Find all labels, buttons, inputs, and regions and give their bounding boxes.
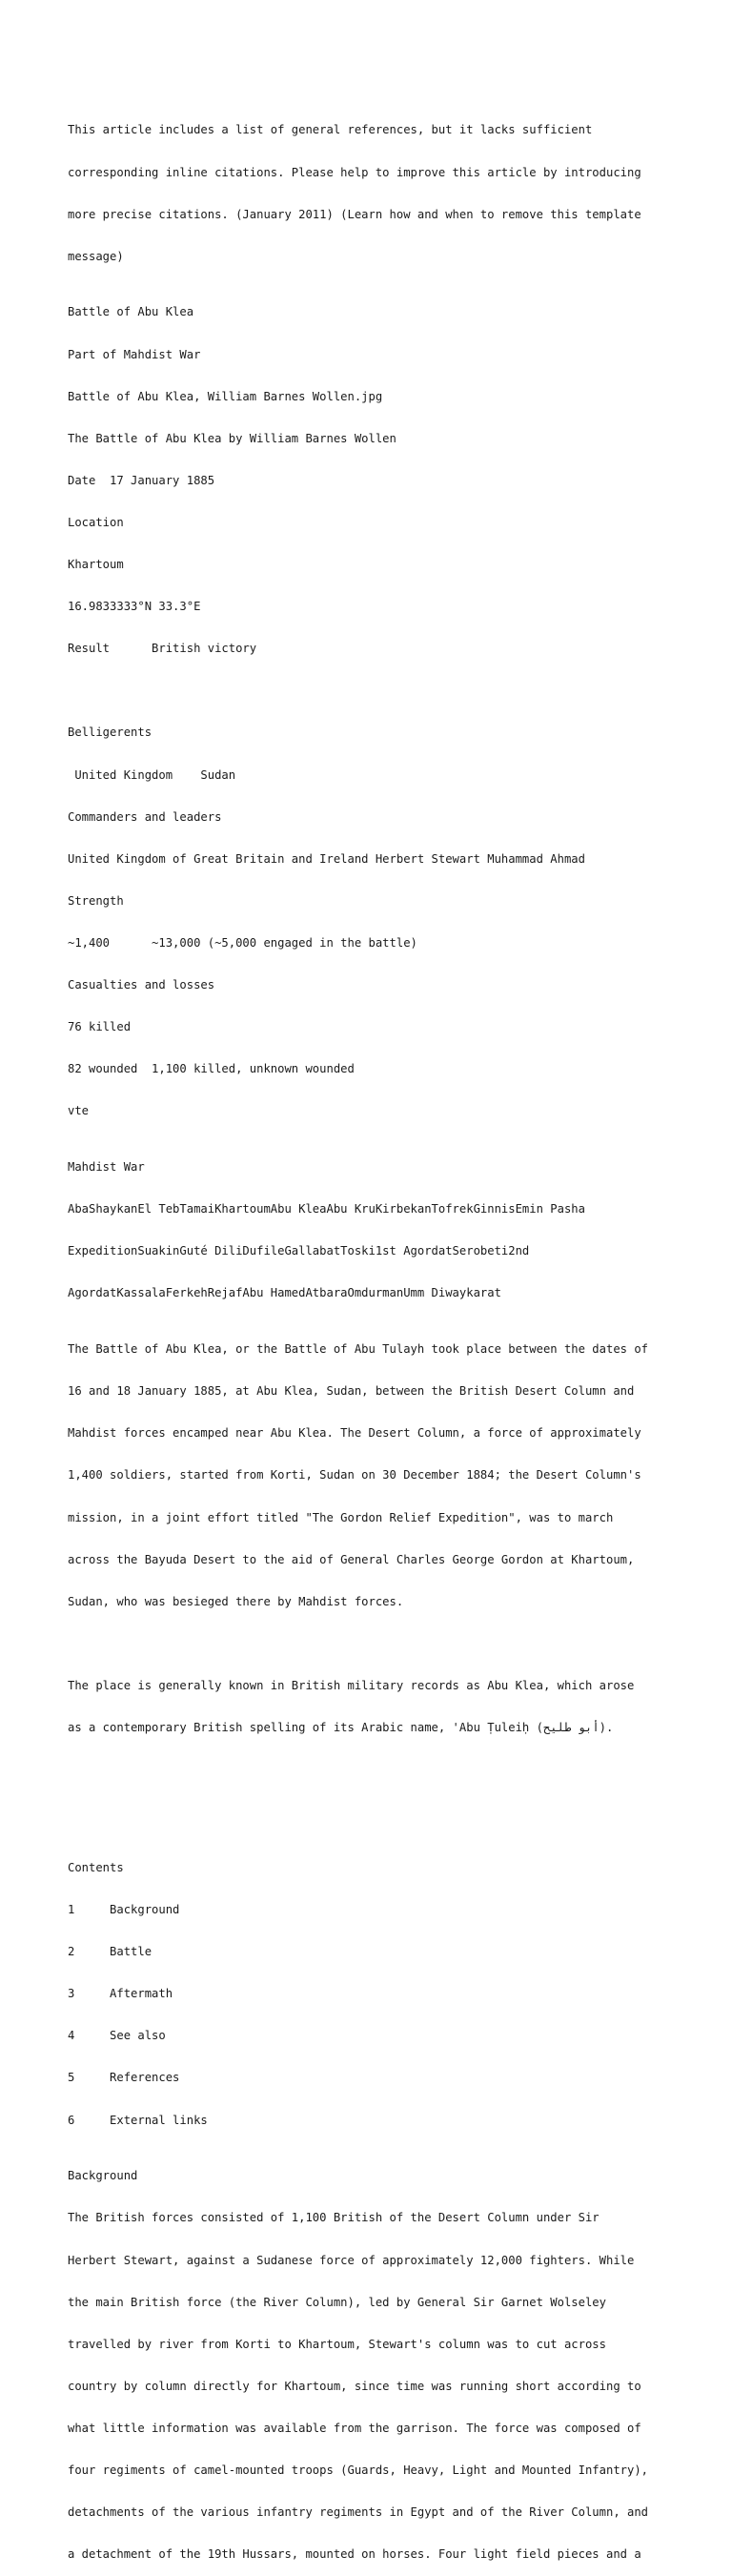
intro-paragraph-line: 16 and 18 January 1885, at Abu Klea, Sudan, between the British Desert Column and — [68, 1384, 635, 1399]
background-paragraph-line: what little information was available from the garrison. The force was composed of — [68, 2421, 641, 2435]
background-paragraph-line: The British forces consisted of 1,100 British of the Desert Column under Sir — [68, 2211, 600, 2225]
intro-paragraph-line: Mahdist forces encamped near Abu Klea. The Desert Column, a force of approximately — [68, 1426, 641, 1441]
contents-item[interactable]: 1 Background — [68, 1903, 180, 1917]
background-paragraph-line: four regiments of camel-mounted troops (Guards, Heavy, Light and Mounted Infantry), — [68, 2463, 649, 2477]
intro-paragraph-line: The Battle of Abu Klea, or the Battle of Abu Tulayh took place between the dates of — [68, 1342, 649, 1357]
infobox-strength-row: ~1,400 ~13,000 (~5,000 engaged in the battle) — [68, 935, 417, 950]
infobox-image-file: Battle of Abu Klea, William Barnes Wollen.jpg — [68, 389, 383, 403]
spacer — [68, 1637, 678, 1651]
infobox-date-row: Date 17 January 1885 — [68, 473, 215, 487]
contents-item[interactable]: 5 References — [68, 2071, 180, 2085]
naming-paragraph-line: The place is generally known in British military records as Abu Klea, which arose — [68, 1678, 635, 1692]
intro-paragraph-line: across the Bayuda Desert to the aid of General Charles George Gordon at Khartoum, — [68, 1552, 635, 1566]
campaignbox-links-line[interactable]: ExpeditionSuakinGuté DiliDufileGallabatToski1st AgordatSerobeti2nd — [68, 1244, 530, 1258]
citation-notice-line: This article includes a list of general references, but it lacks sufficient — [68, 123, 593, 137]
infobox-belligerents-label: Belligerents — [68, 726, 152, 740]
vte-link[interactable]: vte — [68, 1104, 90, 1118]
contents-item[interactable]: 2 Battle — [68, 1945, 152, 1959]
intro-paragraph-line: Sudan, who was besieged there by Mahdist forces. — [68, 1594, 404, 1608]
infobox-commanders-row: United Kingdom of Great Britain and Ireland Herbert Stewart Muhammad Ahmad — [68, 851, 585, 866]
background-heading: Background — [68, 2169, 138, 2183]
citation-notice-line: message) — [68, 249, 124, 263]
infobox-title: Battle of Abu Klea — [68, 305, 194, 319]
campaignbox-links-line[interactable]: AbaShaykanEl TebTamaiKhartoumAbu KleaAbu KruKirbekanTofrekGinnisEmin Pasha — [68, 1202, 585, 1216]
infobox-part-of: Part of Mahdist War — [68, 347, 201, 361]
infobox-image-caption: The Battle of Abu Klea by William Barnes Wollen — [68, 431, 396, 445]
background-paragraph-line: travelled by river from Korti to Khartoum, Stewart's column was to cut across — [68, 2337, 606, 2351]
spacer — [68, 1805, 678, 1819]
campaignbox-title: Mahdist War — [68, 1160, 145, 1175]
infobox-location: Khartoum — [68, 558, 124, 572]
campaignbox-links-line[interactable]: AgordatKassalaFerkehRejafAbu HamedAtbaraOmdurmanUmm Diwaykarat — [68, 1286, 501, 1300]
contents-item[interactable]: 4 See also — [68, 2029, 166, 2043]
infobox-location-label: Location — [68, 515, 124, 529]
infobox-coordinates: 16.9833333°N 33.3°E — [68, 600, 201, 614]
naming-paragraph-line: as a contemporary British spelling of its Arabic name, 'Abu Ṭuleiḥ (أبو طليح). — [68, 1720, 614, 1734]
infobox-casualties-row: 82 wounded 1,100 killed, unknown wounded — [68, 1062, 355, 1076]
background-paragraph-line: detachments of the various infantry regiments in Egypt and of the River Column, and — [68, 2505, 649, 2520]
background-paragraph-line: Herbert Stewart, against a Sudanese force of approximately 12,000 fighters. While — [68, 2253, 635, 2267]
intro-paragraph-line: mission, in a joint effort titled "The Gordon Relief Expedition", was to march — [68, 1510, 614, 1524]
contents-title: Contents — [68, 1860, 124, 1874]
background-paragraph-line: the main British force (the River Column), led by General Sir Garnet Wolseley — [68, 2295, 606, 2309]
infobox-belligerents-row: United Kingdom Sudan — [68, 767, 236, 782]
citation-notice-line: corresponding inline citations. Please help to improve this article by introducing — [68, 165, 641, 179]
infobox-casualties-label: Casualties and losses — [68, 977, 215, 992]
background-paragraph-line: country by column directly for Khartoum, since time was running short according to — [68, 2379, 641, 2393]
infobox-casualties-row: 76 killed — [68, 1020, 132, 1034]
background-paragraph-line: a detachment of the 19th Hussars, mounted on horses. Four light field pieces and a — [68, 2547, 641, 2562]
infobox-strength-label: Strength — [68, 893, 124, 908]
contents-item[interactable]: 6 External links — [68, 2113, 208, 2127]
spacer — [68, 1763, 678, 1777]
intro-paragraph-line: 1,400 soldiers, started from Korti, Sudan on 30 December 1884; the Desert Column's — [68, 1468, 641, 1482]
contents-item[interactable]: 3 Aftermath — [68, 1987, 173, 2001]
infobox-commanders-label: Commanders and leaders — [68, 809, 222, 824]
infobox-result-row: Result British victory — [68, 642, 257, 656]
citation-notice-line: more precise citations. (January 2011) (Learn how and when to remove this template — [68, 207, 641, 221]
article-page — [68, 95, 678, 2576]
spacer — [68, 684, 678, 698]
